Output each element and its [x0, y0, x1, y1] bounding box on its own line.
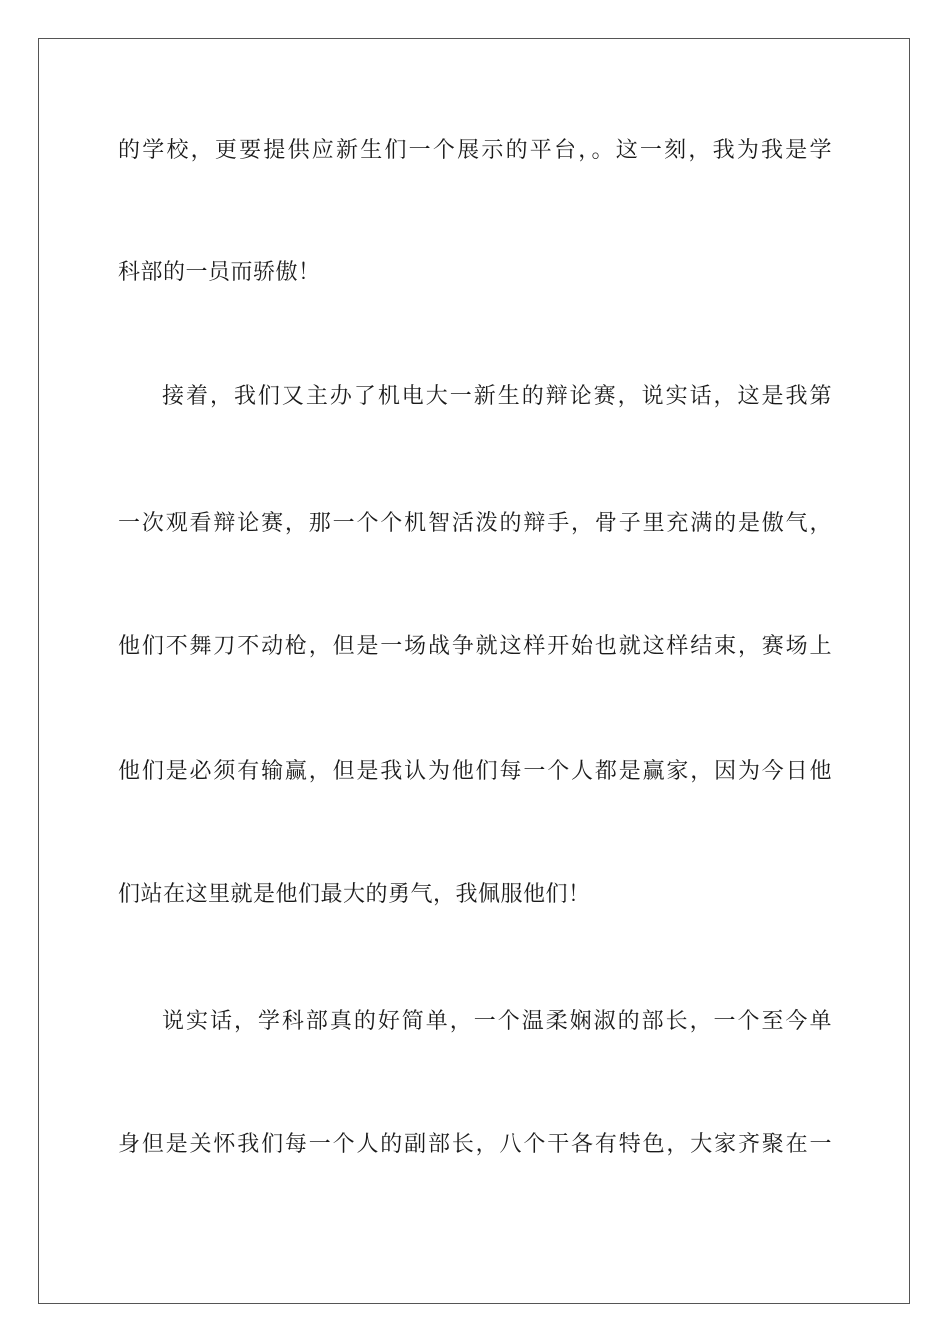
text-line-9: 身但是关怀我们每一个人的副部长，八个干各有特色，大家齐聚在一: [118, 1132, 832, 1157]
text-line-3: 接着，我们又主办了机电大一新生的辩论赛，说实话，这是我第: [162, 384, 832, 409]
text-line-6: 他们是必须有输赢，但是我认为他们每一个人都是赢家，因为今日他: [118, 759, 832, 784]
text-line-5: 他们不舞刀不动枪，但是一场战争就这样开始也就这样结束，赛场上: [118, 634, 832, 659]
text-line-1: 的学校，更要提供应新生们一个展示的平台，。这一刻，我为我是学: [118, 138, 832, 163]
text-line-4: 一次观看辩论赛，那一个个机智活泼的辩手，骨子里充满的是傲气，: [118, 511, 832, 536]
page-frame: [38, 38, 910, 1304]
text-line-7: 们站在这里就是他们最大的勇气，我佩服他们！: [118, 882, 591, 907]
text-line-8: 说实话，学科部真的好简单，一个温柔娴淑的部长，一个至今单: [162, 1009, 832, 1034]
text-line-2: 科部的一员而骄傲！: [118, 260, 321, 285]
